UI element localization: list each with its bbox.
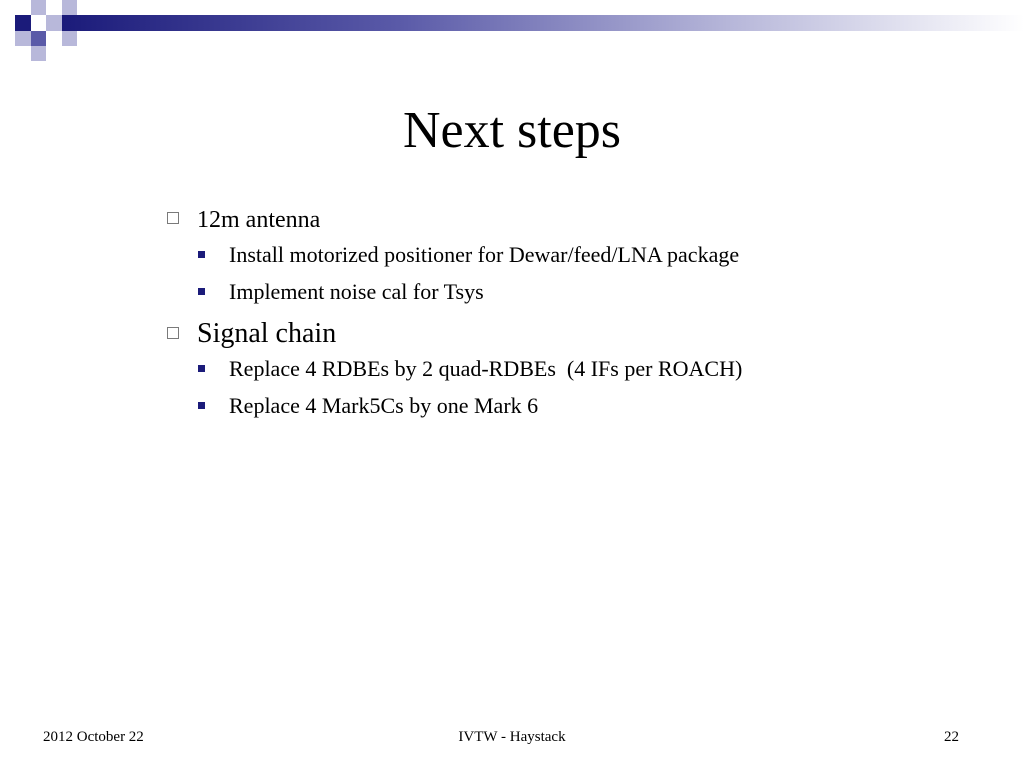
- footer-page-number: 22: [944, 729, 959, 745]
- section-heading-text: 12m antenna: [197, 207, 321, 233]
- hollow-square-bullet-icon: [167, 212, 179, 224]
- list-item-text: Install motorized positioner for Dewar/feed/LNA package: [229, 242, 740, 267]
- hollow-square-bullet-icon: [167, 327, 179, 339]
- filled-square-bullet-icon: [198, 251, 205, 258]
- filled-square-bullet-icon: [198, 288, 205, 295]
- list-item: [165, 240, 985, 270]
- slide-title: Next steps: [402, 102, 622, 159]
- decor-square: [31, 31, 46, 46]
- decor-square: [62, 0, 77, 15]
- decor-square: [15, 31, 31, 46]
- slide-content: [165, 203, 985, 428]
- filled-square-bullet-icon: [198, 365, 205, 372]
- footer-date: 2012 October 22: [43, 729, 144, 745]
- decor-square: [62, 31, 77, 46]
- section-heading-text: Signal chain: [197, 318, 337, 349]
- footer-event: IVTW - Haystack: [458, 729, 566, 745]
- list-item-text: Replace 4 Mark5Cs by one Mark 6: [229, 393, 539, 418]
- section-heading: [165, 203, 985, 237]
- header-gradient-band: [62, 15, 1024, 31]
- list-item: [165, 391, 985, 421]
- list-item: [165, 354, 985, 384]
- decor-square: [15, 15, 31, 31]
- list-item: [165, 277, 985, 307]
- decor-square: [31, 0, 46, 15]
- filled-square-bullet-icon: [198, 402, 205, 409]
- decor-square: [31, 46, 46, 61]
- list-item-text: Implement noise cal for Tsys: [229, 279, 484, 304]
- section-heading: [165, 317, 985, 351]
- decor-square: [46, 15, 62, 31]
- list-item-text: Replace 4 RDBEs by 2 quad-RDBEs (4 IFs per ROACH): [229, 356, 743, 381]
